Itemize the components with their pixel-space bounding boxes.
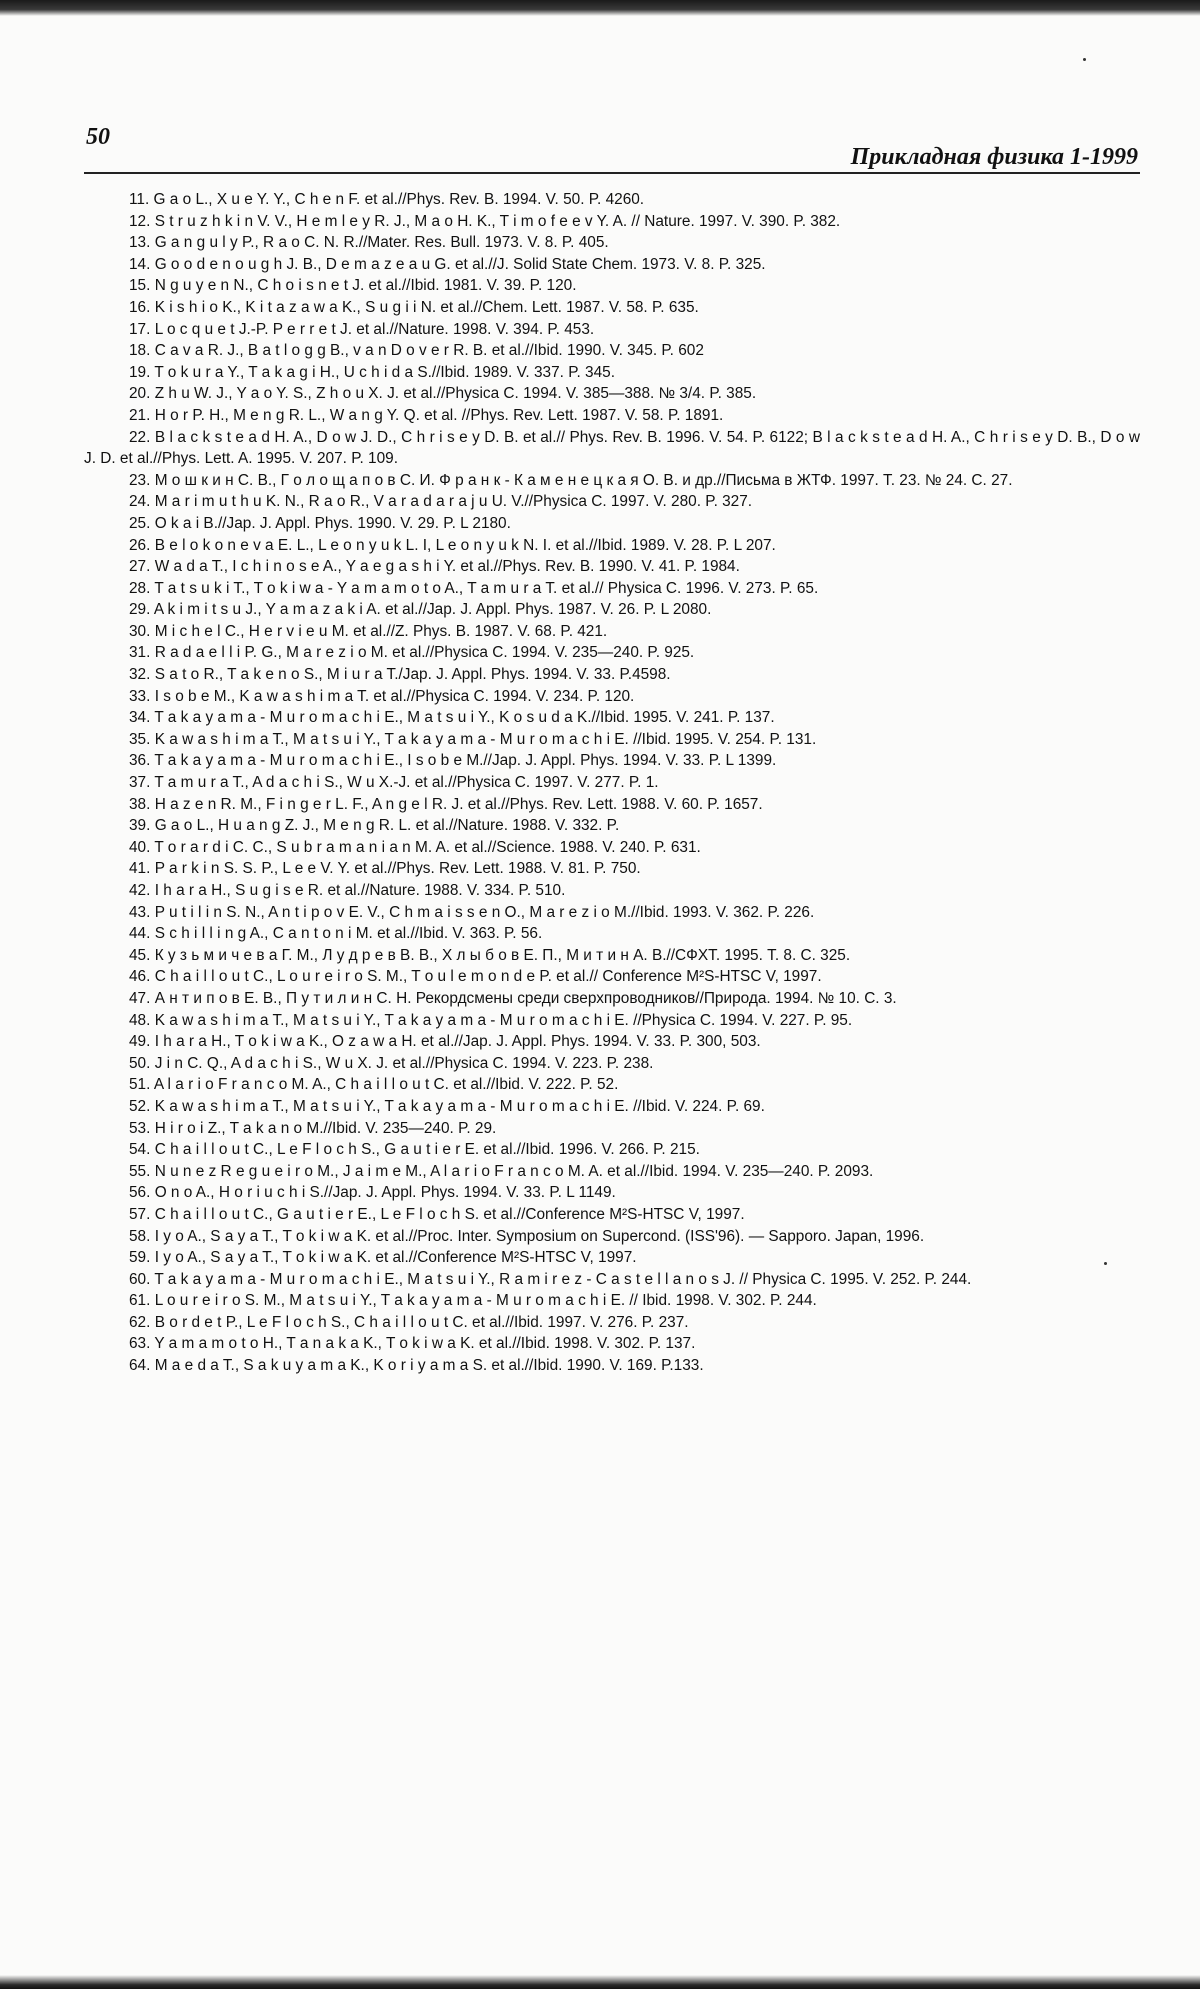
reference-item [84, 405, 1140, 427]
reference-item [84, 1333, 1140, 1355]
reference-item [84, 750, 1140, 772]
reference-text: P a r k i n S. S. P., L e e V. Y. et al.//Phys. Rev. Lett. 1988. V. 81. P. 750. [154, 860, 641, 878]
reference-text: G a n g u l y P., R a o C. N. R.//Mater. Res. Bull. 1973. V. 8. P. 405. [154, 234, 609, 252]
reference-number: 57. [129, 1205, 151, 1223]
reference-item [84, 880, 1140, 902]
reference-text: К у з ь м и ч е в а Г. М., Л у д р е в В. В., Х л ы б о в Е. П., М и т и н А. В.//СФХТ. 1995. Т. 8. С. 325. [154, 946, 851, 964]
reference-number: 33. [129, 687, 151, 705]
reference-text: B o r d e t P., L e F l o c h S., C h a i l l o u t C. et al.//Ibid. 1997. V. 276. P. 237. [154, 1313, 689, 1331]
reference-item [84, 945, 1140, 967]
reference-item [84, 491, 1140, 513]
reference-number: 50. [129, 1054, 151, 1072]
reference-number: 55. [129, 1162, 151, 1180]
reference-text: T a m u r a T., A d a c h i S., W u X.-J. et al.//Physica C. 1997. V. 277. P. 1. [154, 774, 659, 792]
reference-item [84, 1182, 1140, 1204]
reference-item [84, 707, 1140, 729]
reference-number: 41. [129, 860, 151, 878]
reference-number: 43. [129, 903, 151, 921]
reference-number: 13. [129, 234, 151, 252]
reference-item [84, 966, 1140, 988]
reference-text: T o k u r a Y., T a k a g i H., U c h i d a S.//Ibid. 1989. V. 337. P. 345. [154, 363, 615, 381]
reference-item [84, 1161, 1140, 1183]
reference-text: I s o b e M., K a w a s h i m a T. et al.//Physica C. 1994. V. 234. P. 120. [154, 687, 635, 705]
reference-number: 64. [129, 1357, 151, 1375]
reference-number: 49. [129, 1033, 151, 1051]
reference-number: 17. [129, 320, 151, 338]
reference-item [84, 621, 1140, 643]
reference-number: 18. [129, 342, 151, 360]
reference-item [84, 275, 1140, 297]
reference-text: B e l o k o n e v a E. L., L e o n y u k L. I, L e o n y u k N. I. et al.//Ibid. 1989. V. 28. P. L 207. [154, 536, 776, 554]
reference-item [84, 815, 1140, 837]
reference-number: 46. [129, 968, 151, 986]
reference-number: 62. [129, 1313, 151, 1331]
reference-text: H a z e n R. M., F i n g e r L. F., A n g e l R. J. et al.//Phys. Rev. Lett. 1988. V. 60. P. 1657. [154, 795, 763, 813]
reference-number: 21. [129, 406, 151, 424]
reference-number: 22. [129, 428, 151, 446]
reference-number: 63. [129, 1335, 151, 1353]
reference-item [84, 1031, 1140, 1053]
reference-text: H o r P. H., M e n g R. L., W a n g Y. Q. et al. //Phys. Rev. Lett. 1987. V. 58. P. 1891. [154, 406, 724, 424]
reference-item [84, 211, 1140, 233]
reference-list [84, 189, 1140, 1377]
reference-number: 19. [129, 363, 151, 381]
reference-item [84, 362, 1140, 384]
reference-item [84, 599, 1140, 621]
reference-text: B l a c k s t e a d H. A., D o w J. D., C h r i s e y D. B. et al.// Phys. Rev. B. 1996. V. 54. P. 6122; B l a c k s t e a d H. A., C h r i s e y D. B., D o w J. D. et al.//Phys. Lett. A. 1995. V. 207. P. 109. [84, 428, 1140, 468]
reference-text: Z h u W. J., Y a o Y. S., Z h o u X. J. et al.//Physica C. 1994. V. 385—388. № 3/4. P. 385. [154, 385, 757, 403]
reference-number: 35. [129, 730, 151, 748]
reference-number: 48. [129, 1011, 151, 1029]
reference-number: 40. [129, 838, 151, 856]
reference-item [84, 578, 1140, 600]
reference-number: 58. [129, 1227, 151, 1245]
reference-number: 51. [129, 1076, 151, 1094]
reference-item [84, 319, 1140, 341]
reference-text: R a d a e l l i P. G., M a r e z i o M. et al.//Physica C. 1994. V. 235—240. P. 925. [154, 644, 695, 662]
reference-number: 54. [129, 1141, 151, 1159]
reference-text: C h a i l l o u t C., G a u t i e r E., L e F l o c h S. et al.//Conference M²S-HTSC V, 1997. [154, 1205, 745, 1223]
reference-number: 20. [129, 385, 151, 403]
scan-speck [1083, 58, 1086, 61]
reference-item [84, 383, 1140, 405]
reference-number: 36. [129, 752, 151, 770]
reference-text: H i r o i Z., T a k a n o M.//Ibid. V. 235—240. P. 29. [154, 1119, 497, 1137]
reference-text: C h a i l l o u t C., L e F l o c h S., G a u t i e r E. et al.//Ibid. 1996. V. 266. P. 215. [154, 1141, 700, 1159]
reference-number: 39. [129, 817, 151, 835]
reference-item [84, 1139, 1140, 1161]
reference-item [84, 513, 1140, 535]
reference-text: L o u r e i r o S. M., M a t s u i Y., T a k a y a m a - M u r o m a c h i E. // Ibid. 1998. V. 302. P. 244. [154, 1292, 817, 1310]
reference-item [84, 535, 1140, 557]
reference-item [84, 1053, 1140, 1075]
reference-item [84, 189, 1140, 211]
reference-text: А н т и п о в Е. В., П у т и л и н С. Н. Рекордсмены среди сверхпроводников//Природа. 1994. № 10. С. 3. [154, 989, 897, 1007]
reference-number: 26. [129, 536, 151, 554]
reference-text: C a v a R. J., B a t l o g g B., v a n D o v e r R. B. et al.//Ibid. 1990. V. 345. P. 602 [154, 342, 704, 360]
reference-text: K i s h i o K., K i t a z a w a K., S u g i i N. et al.//Chem. Lett. 1987. V. 58. P. 635. [154, 298, 699, 316]
reference-item [84, 1355, 1140, 1377]
reference-item [84, 923, 1140, 945]
reference-item [84, 664, 1140, 686]
reference-item [84, 1010, 1140, 1032]
reference-item [84, 858, 1140, 880]
reference-item [84, 642, 1140, 664]
reference-item [84, 470, 1140, 492]
reference-text: G o o d e n o u g h J. B., D e m a z e a u G. et al.//J. Solid State Chem. 1973. V. 8. P. 325. [154, 255, 766, 273]
reference-number: 61. [129, 1292, 151, 1310]
header-divider [84, 172, 1140, 174]
reference-text: М о ш к и н С. В., Г о л о щ а п о в С. И. Ф р а н к - К а м е н е ц к а я О. В. и др.//Письма в ЖТФ. 1997. Т. 23. № 24. С. 27. [154, 471, 1013, 489]
reference-text: T a k a y a m a - M u r o m a c h i E., M a t s u i Y., R a m i r e z - C a s t e l l a n o s J. // Physica C. 1995. V. 252. P. 244. [154, 1270, 972, 1288]
reference-number: 12. [129, 212, 151, 230]
reference-text: M a r i m u t h u K. N., R a o R., V a r a d a r a j u U. V.//Physica C. 1997. V. 280. P. 327. [154, 493, 753, 511]
reference-text: K a w a s h i m a T., M a t s u i Y., T a k a y a m a - M u r o m a c h i E. //Ibid. V. 224. P. 69. [154, 1097, 765, 1115]
reference-item [84, 686, 1140, 708]
reference-item [84, 729, 1140, 751]
reference-text: K a w a s h i m a T., M a t s u i Y., T a k a y a m a - M u r o m a c h i E. //Physica C. 1994. V. 227. P. 95. [154, 1011, 853, 1029]
reference-item [84, 297, 1140, 319]
reference-item [84, 902, 1140, 924]
reference-text: S t r u z h k i n V. V., H e m l e y R. J., M a o H. K., T i m o f e e v Y. A. // Nature. 1997. V. 390. P. 382. [154, 212, 841, 230]
reference-number: 14. [129, 255, 151, 273]
reference-number: 45. [129, 946, 151, 964]
reference-number: 38. [129, 795, 151, 813]
reference-number: 16. [129, 298, 151, 316]
reference-text: O n o A., H o r i u c h i S.//Jap. J. Appl. Phys. 1994. V. 33. P. L 1149. [154, 1184, 616, 1202]
reference-number: 32. [129, 666, 151, 684]
reference-text: L o c q u e t J.-P. P e r r e t J. et al.//Nature. 1998. V. 394. P. 453. [154, 320, 595, 338]
reference-item [84, 1269, 1140, 1291]
reference-number: 15. [129, 277, 151, 295]
reference-text: Y a m a m o t o H., T a n a k a K., T o k i w a K. et al.//Ibid. 1998. V. 302. P. 137. [154, 1335, 696, 1353]
reference-text: S c h i l l i n g A., C a n t o n i M. et al.//Ibid. V. 363. P. 56. [154, 925, 543, 943]
reference-number: 25. [129, 514, 151, 532]
reference-text: T a t s u k i T., T o k i w a - Y a m a m o t o A., T a m u r a T. et al.// Physica C. 1996. V. 273. P. 65. [154, 579, 819, 597]
reference-item [84, 1074, 1140, 1096]
reference-item [84, 1290, 1140, 1312]
reference-text: O k a i B.//Jap. J. Appl. Phys. 1990. V. 29. P. L 2180. [154, 514, 511, 532]
reference-text: I y o A., S a y a T., T o k i w a K. et al.//Conference M²S-HTSC V, 1997. [154, 1249, 637, 1267]
reference-text: P u t i l i n S. N., A n t i p o v E. V., C h m a i s s e n O., M a r e z i o M.//Ibid. 1993. V. 362. P. 226. [154, 903, 815, 921]
reference-item [84, 1096, 1140, 1118]
reference-item [84, 232, 1140, 254]
reference-number: 24. [129, 493, 151, 511]
reference-text: A k i m i t s u J., Y a m a z a k i A. et al.//Jap. J. Appl. Phys. 1987. V. 26. P. L 2080. [153, 601, 712, 619]
reference-number: 28. [129, 579, 151, 597]
reference-number: 30. [129, 622, 151, 640]
page-number: 50 [86, 124, 110, 150]
scan-edge-bottom [0, 1975, 1200, 1989]
reference-text: M a e d a T., S a k u y a m a K., K o r i y a m a S. et al.//Ibid. 1990. V. 169. P.133. [154, 1357, 704, 1375]
reference-number: 23. [129, 471, 151, 489]
reference-number: 59. [129, 1249, 151, 1267]
reference-number: 37. [129, 774, 151, 792]
reference-item [84, 556, 1140, 578]
reference-text: A l a r i o F r a n c o M. A., C h a i l l o u t C. et al.//Ibid. V. 222. P. 52. [153, 1076, 619, 1094]
reference-number: 27. [129, 558, 151, 576]
reference-number: 34. [129, 709, 151, 727]
reference-text: N u n e z R e g u e i r o M., J a i m e M., A l a r i o F r a n c o M. A. et al.//Ibid. 1994. V. 235—240. P. 2093. [154, 1162, 874, 1180]
reference-item [84, 427, 1140, 470]
reference-item [84, 1312, 1140, 1334]
reference-item [84, 837, 1140, 859]
scan-edge-top [0, 0, 1200, 16]
reference-item [84, 340, 1140, 362]
reference-text: T a k a y a m a - M u r o m a c h i E., I s o b e M.//Jap. J. Appl. Phys. 1994. V. 33. P. L 1399. [154, 752, 777, 770]
reference-item [84, 1226, 1140, 1248]
reference-text: I h a r a H., T o k i w a K., O z a w a H. et al.//Jap. J. Appl. Phys. 1994. V. 33. P. 300, 503. [154, 1033, 761, 1051]
reference-number: 44. [129, 925, 151, 943]
reference-text: C h a i l l o u t C., L o u r e i r o S. M., T o u l e m o n d e P. et al.// Conference M²S-HTSC V, 1997. [154, 968, 822, 986]
reference-text: S a t o R., T a k e n o S., M i u r a T./Jap. J. Appl. Phys. 1994. V. 33. P.4598. [154, 666, 671, 684]
reference-number: 60. [129, 1270, 151, 1288]
reference-text: M i c h e l C., H e r v i e u M. et al.//Z. Phys. B. 1987. V. 68. P. 421. [154, 622, 608, 640]
reference-item [84, 254, 1140, 276]
reference-number: 53. [129, 1119, 151, 1137]
reference-item [84, 988, 1140, 1010]
reference-number: 31. [129, 644, 151, 662]
reference-number: 42. [129, 882, 151, 899]
reference-item [84, 772, 1140, 794]
reference-text: I y o A., S a y a T., T o k i w a K. et al.//Proc. Inter. Symposium on Supercond. (ISS'96). — Sapporo. Japan, 1996. [154, 1227, 925, 1245]
reference-text: W a d a T., I c h i n o s e A., Y a e g a s h i Y. et al.//Phys. Rev. B. 1990. V. 41. P. 1984. [154, 558, 740, 576]
reference-text: I h a r a H., S u g i s e R. et al.//Nature. 1988. V. 334. P. 510. [154, 882, 566, 899]
reference-text: T a k a y a m a - M u r o m a c h i E., M a t s u i Y., K o s u d a K.//Ibid. 1995. V. 241. P. 137. [154, 709, 775, 727]
reference-text: G a o L., H u a n g Z. J., M e n g R. L. et al.//Nature. 1988. V. 332. P. [154, 817, 620, 835]
reference-number: 11. [129, 191, 150, 208]
reference-item [84, 1118, 1140, 1140]
reference-number: 52. [129, 1097, 151, 1115]
reference-item [84, 794, 1140, 816]
journal-title: Прикладная физика 1-1999 [850, 144, 1138, 170]
reference-text: N g u y e n N., C h o i s n e t J. et al.//Ibid. 1981. V. 39. P. 120. [154, 277, 577, 295]
reference-text: G a o L., X u e Y. Y., C h e n F. et al.//Phys. Rev. B. 1994. V. 50. P. 4260. [153, 191, 645, 208]
reference-item [84, 1247, 1140, 1269]
reference-text: K a w a s h i m a T., M a t s u i Y., T a k a y a m a - M u r o m a c h i E. //Ibid. 1995. V. 254. P. 131. [154, 730, 817, 748]
reference-number: 29. [129, 601, 151, 619]
reference-text: T o r a r d i C. C., S u b r a m a n i a n M. A. et al.//Science. 1988. V. 240. P. 631. [154, 838, 701, 856]
reference-number: 56. [129, 1184, 151, 1202]
reference-item [84, 1204, 1140, 1226]
reference-number: 47. [129, 989, 151, 1007]
reference-text: J i n C. Q., A d a c h i S., W u X. J. et al.//Physica C. 1994. V. 223. P. 238. [154, 1054, 654, 1072]
